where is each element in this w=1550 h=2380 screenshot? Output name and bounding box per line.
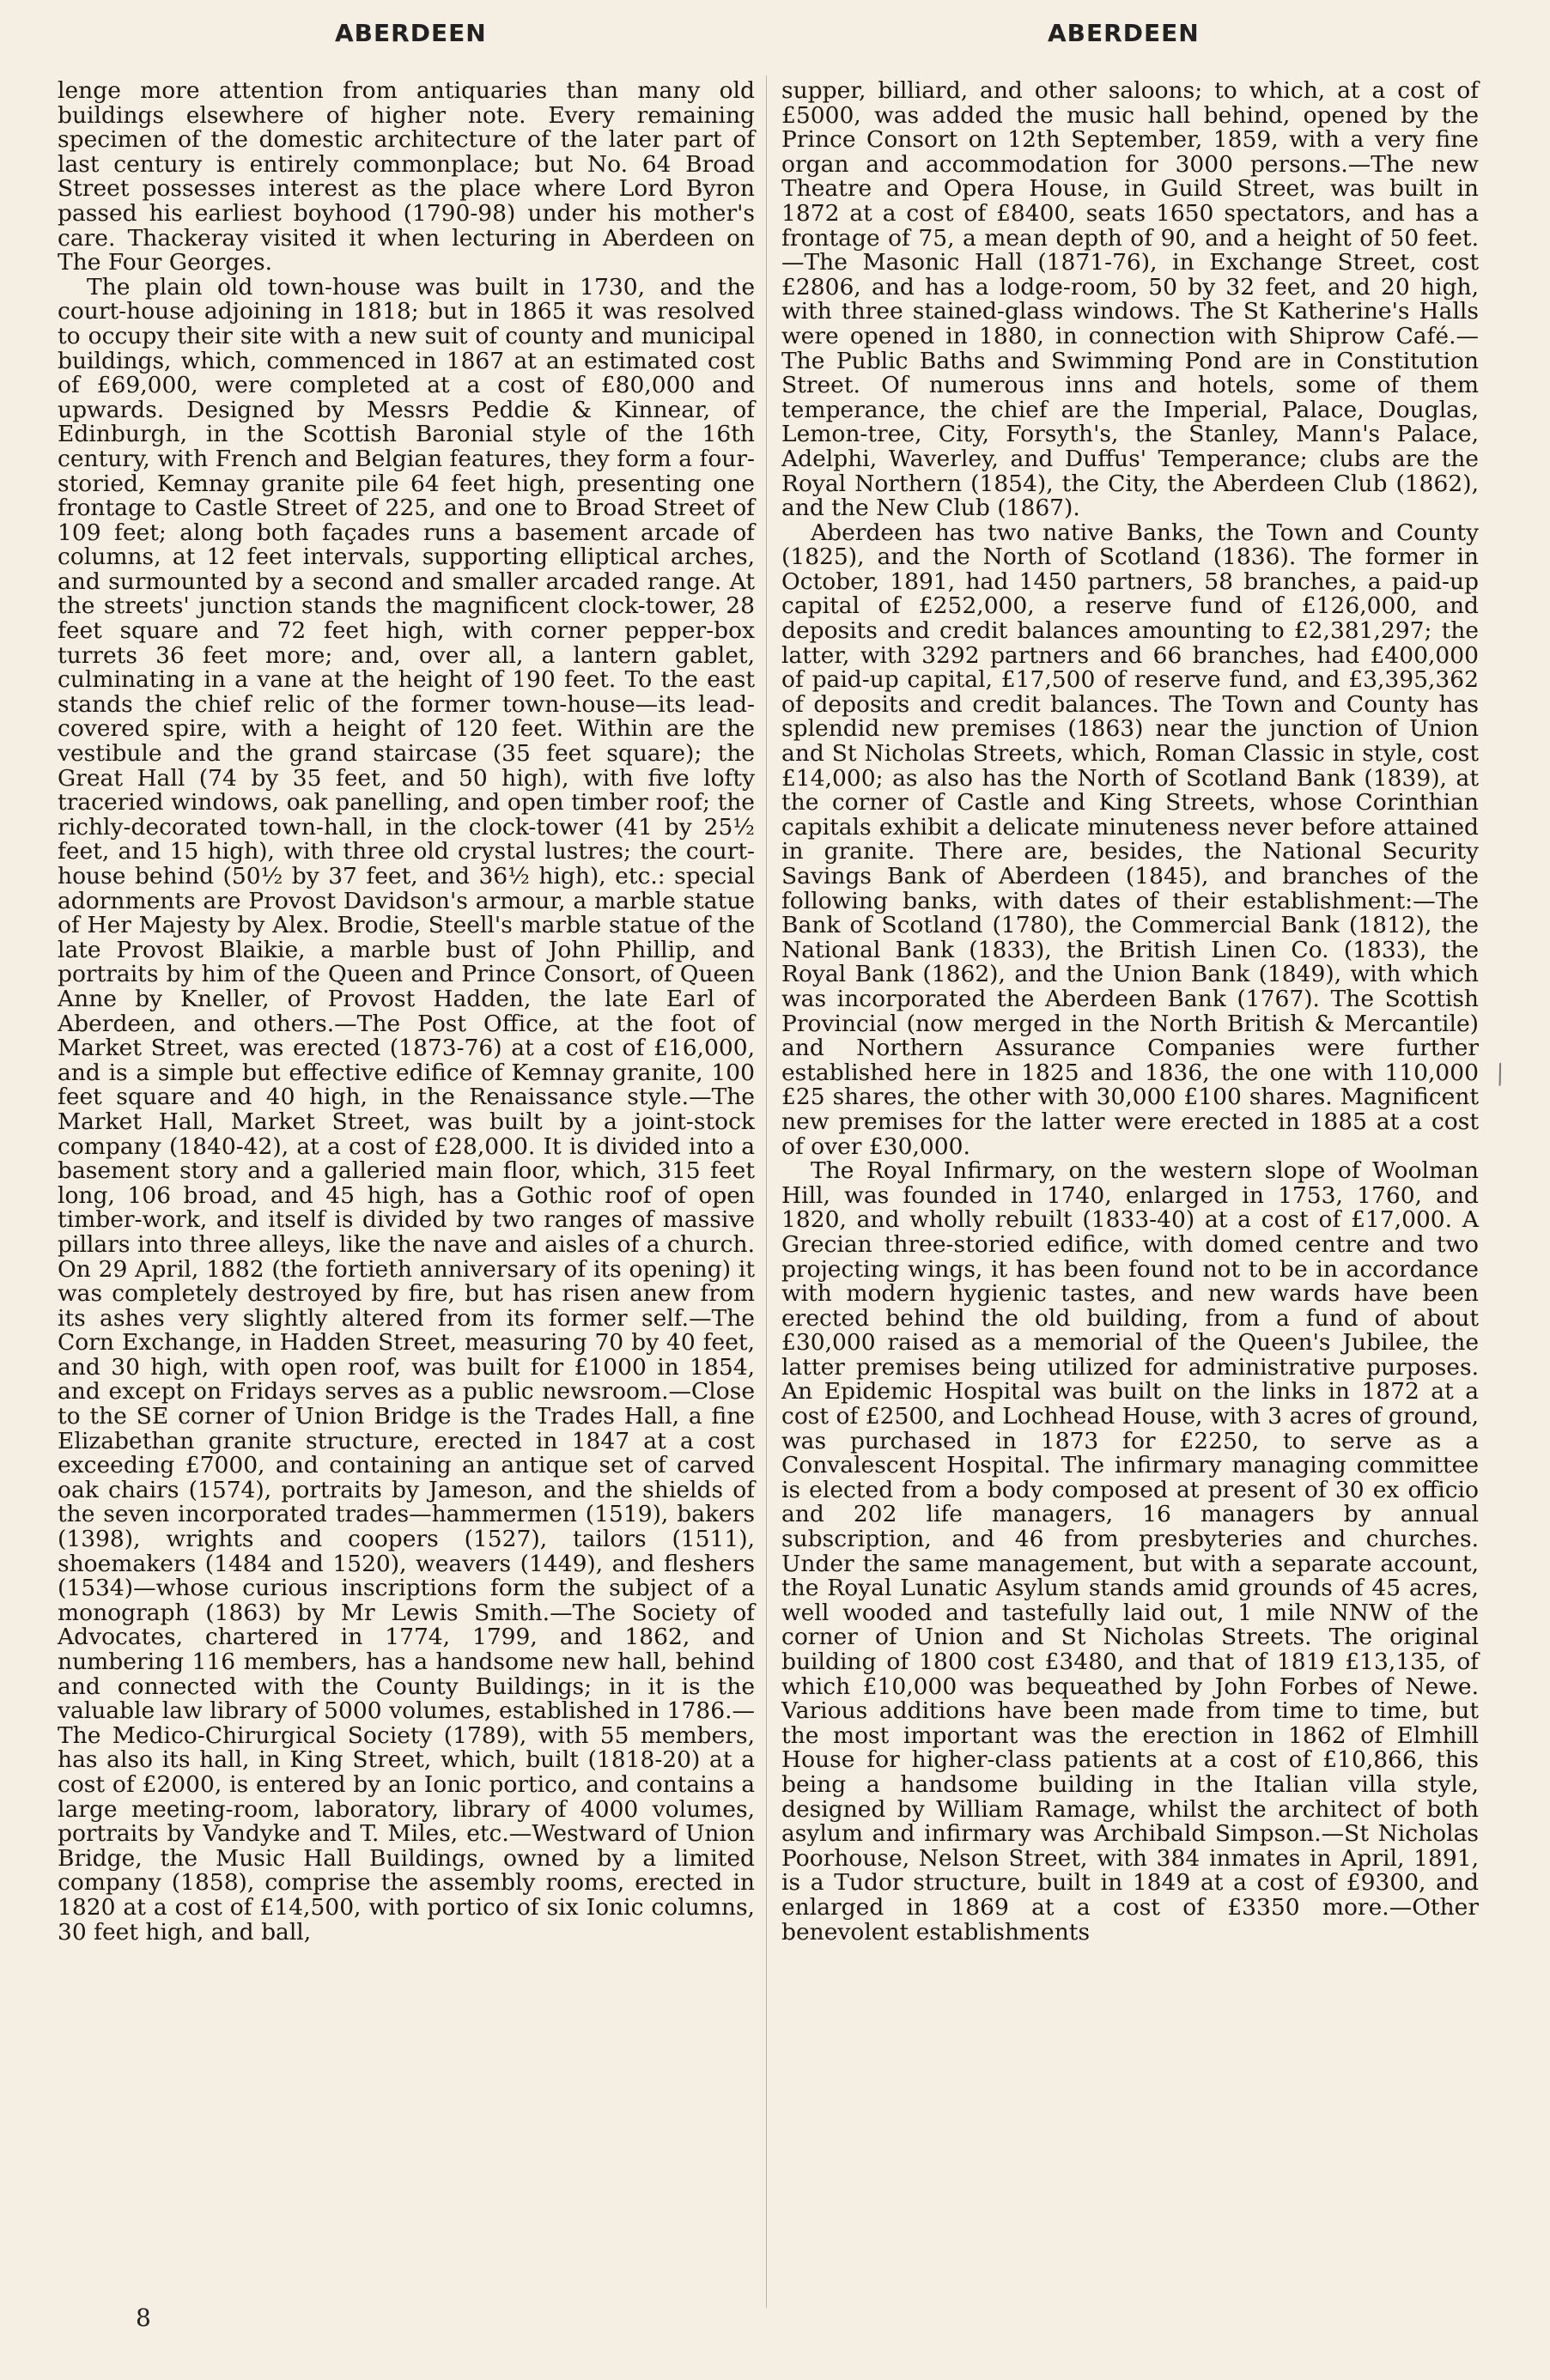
paragraph: The Royal Infirmary, on the western slope of Woolman Hill, was founded in 1740, enlarged in 1753, 1760, and 1820, and wholly rebuilt (1833-40) at a cost of £17,000. A Grecian three-storied edifice, with domed centre and two projecting wings, it has been found not to be in accordance with modern hygienic tastes, and new wards have been erected behind the old building, from a fund of about £30,000 raised as a memorial of the Queen's Jubilee, the latter premises being utilized for administrative purposes. An Epidemic Hospital was built on the links in 1872 at a cost of £2500, and Lochhead House, with 3 acres of ground, was purchased in 1873 for £2250, to serve as a Convalescent Hospital. The infirmary managing committee is elected from a body composed at present of 30 ex officio and 202 life managers, 16 managers by annual subscription, and 46 from presbyteries and churches. Under the same management, but with a separate account, the Royal Lunatic Asylum stands amid grounds of 45 acres, well wooded and tastefully laid out, 1 mile NNW of the corner of Union and St Nicholas Streets. The original building of 1800 cost £3480, and that of 1819 £13,135, of which £10,000 was bequeathed by John Forbes of Newe. Various additions have been made from time to time, but the most important was the erection in 1862 of Elmhill House for higher-class patients at a cost of £10,866, this being a handsome building in the Italian villa style, designed by William Ramage, whilst the architect of both asylum and infirmary was Archibald Simpson.—St Nicholas Poorhouse, Nelson Street, with 384 inmates in April, 1891, is a Tudor structure, built in 1849 at a cost of £9300, and enlarged in 1869 at a cost of £3350 more.—Other benevolent establishments bbox=[781, 1157, 1479, 1946]
column-divider bbox=[766, 76, 767, 2308]
paragraph: Aberdeen has two native Banks, the Town and County (1825), and the North of Scotland (1836). The former in October, 1891, had 1450 partners, 58 branches, a paid-up capital of £252,000, a reserve fund of £126,000, and deposits and credit balances amounting to £2,381,297; the latter, with 3292 partners and 66 branches, had £400,000 of paid-up capital, £17,500 of reserve fund, and £3,395,362 of deposits and credit balances. The Town and County has splendid new premises (1863) near the junction of Union and St Nicholas Streets, which, Roman Classic in style, cost £14,000; as also has the North of Scotland Bank (1839), at the corner of Castle and King Streets, whose Corinthian capitals exhibit a delicate minuteness never before attained in granite. There are, besides, the National Security Savings Bank of Aberdeen (1845), and branches of the following banks, with dates of their establishment:—The Bank of Scotland (1780), the Commercial Bank (1812), the National Bank (1833), the British Linen Co. (1833), the Royal Bank (1862), and the Union Bank (1849), with which was incorporated the Aberdeen Bank (1767). The Scottish Provincial (now merged in the North British & Mercantile) and Northern Assurance Companies were further established here in 1825 and 1836, the one with 110,000 £25 shares, the other with 30,000 £100 shares. Magnificent new premises for the latter were erected in 1885 at a cost of over £30,000. bbox=[781, 519, 1479, 1160]
page-number: 8 bbox=[136, 2304, 151, 2332]
running-header-right: ABERDEEN bbox=[1048, 19, 1200, 47]
paragraph: lenge more attention from antiquaries than many old buildings elsewhere of higher note. Every remaining specimen of the domestic architecture of the later part of last century is entirely commonplace; but No. 64 Broad Street possesses interest as the place where Lord Byron passed his earliest boyhood (1790-98) under his mother's care. Thackeray visited it when lecturing in Aberdeen on The Four Georges. bbox=[58, 77, 755, 276]
margin-pencil-mark: ⁄ bbox=[1491, 1061, 1510, 1090]
paragraph: supper, billiard, and other saloons; to which, at a cost of £5000, was added the music hall behind, opened by the Prince Consort on 12th September, 1859, with a very fine organ and accommodation for 3000 persons.—The new Theatre and Opera House, in Guild Street, was built in 1872 at a cost of £8400, seats 1650 spectators, and has a frontage of 75, a mean depth of 90, and a height of 50 feet.—The Masonic Hall (1871-76), in Exchange Street, cost £2806, and has a lodge-room, 50 by 32 feet, and 20 high, with three stained-glass windows. The St Katherine's Halls were opened in 1880, in connection with Shiprow Café.—The Public Baths and Swimming Pond are in Constitution Street. Of numerous inns and hotels, some of them temperance, the chief are the Imperial, Palace, Douglas, Lemon-tree, City, Forsyth's, the Stanley, Mann's Palace, Adelphi, Waverley, and Duffus' Temperance; clubs are the Royal Northern (1854), the City, the Aberdeen Club (1862), and the New Club (1867). bbox=[781, 77, 1479, 522]
left-text-column bbox=[58, 79, 755, 1945]
right-text-column bbox=[781, 79, 1479, 1945]
paragraph: The plain old town-house was built in 1730, and the court-house adjoining in 1818; but in 1865 it was resolved to occupy their site with a new suit of county and municipal buildings, which, commenced in 1867 at an estimated cost of £69,000, were completed at a cost of £80,000 and upwards. Designed by Messrs Peddie & Kinnear, of Edinburgh, in the Scottish Baronial style of the 16th century, with French and Belgian features, they form a four-storied, Kemnay granite pile 64 feet high, presenting one frontage to Castle Street of 225, and one to Broad Street of 109 feet; along both façades runs a basement arcade of columns, at 12 feet intervals, supporting elliptical arches, and surmounted by a second and smaller arcaded range. At the streets' junction stands the magnificent clock-tower, 28 feet square and 72 feet high, with corner pepper-box turrets 36 feet more; and, over all, a lantern gablet, culminating in a vane at the height of 190 feet. To the east stands the chief relic of the former town-house—its lead-covered spire, with a height of 120 feet. Within are the vestibule and the grand staircase (35 feet square); the Great Hall (74 by 35 feet, and 50 high), with five lofty traceried windows, oak panelling, and open timber roof; the richly-decorated town-hall, in the clock-tower (41 by 25½ feet, and 15 high), with three old crystal lustres; the court-house behind (50½ by 37 feet, and 36½ high), etc.: special adornments are Provost Davidson's armour, a marble statue of Her Majesty by Alex. Brodie, Steell's marble statue of the late Provost Blaikie, a marble bust of John Phillip, and portraits by him of the Queen and Prince Consort, of Queen Anne by Kneller, of Provost Hadden, the late Earl of Aberdeen, and others.—The Post Office, at the foot of Market Street, was erected (1873-76) at a cost of £16,000, and is a simple but effective edifice of Kemnay granite, 100 feet square and 40 high, in the Renaissance style.—The Market Hall, Market Street, was built by a joint-stock company (1840-42), at a cost of £28,000. It is divided into a basement story and a galleried main floor, which, 315 feet long, 106 broad, and 45 high, has a Gothic roof of open timber-work, and itself is divided by two ranges of massive pillars into three alleys, like the nave and aisles of a church. On 29 April, 1882 (the fortieth anniversary of its opening) it was completely destroyed by fire, but has risen anew from its ashes very slightly altered from its former self.—The Corn Exchange, in Hadden Street, measuring 70 by 40 feet, and 30 high, with open roof, was built for £1000 in 1854, and except on Fridays serves as a public newsroom.—Close to the SE corner of Union Bridge is the Trades Hall, a fine Elizabethan granite structure, erected in 1847 at a cost exceeding £7000, and containing an antique set of carved oak chairs (1574), portraits by Jameson, and the shields of the seven incorporated trades—hammermen (1519), bakers (1398), wrights and coopers (1527), tailors (1511), shoemakers (1484 and 1520), weavers (1449), and fleshers (1534)—whose curious inscriptions form the subject of a monograph (1863) by Mr Lewis Smith.—The Society of Advocates, chartered in 1774, 1799, and 1862, and numbering 116 members, has a handsome new hall, behind and connected with the County Buildings; in it is the valuable law library of 5000 volumes, established in 1786.—The Medico-Chirurgical Society (1789), with 55 members, has also its hall, in King Street, which, built (1818-20) at a cost of £2000, is entered by an Ionic portico, and contains a large meeting-room, laboratory, library of 4000 volumes, portraits by Vandyke and T. Miles, etc.—Westward of Union Bridge, the Music Hall Buildings, owned by a limited company (1858), comprise the assembly rooms, erected in 1820 at a cost of £14,500, with portico of six Ionic columns, 30 feet high, and ball, bbox=[58, 273, 755, 1946]
running-header-left: ABERDEEN bbox=[335, 19, 487, 47]
